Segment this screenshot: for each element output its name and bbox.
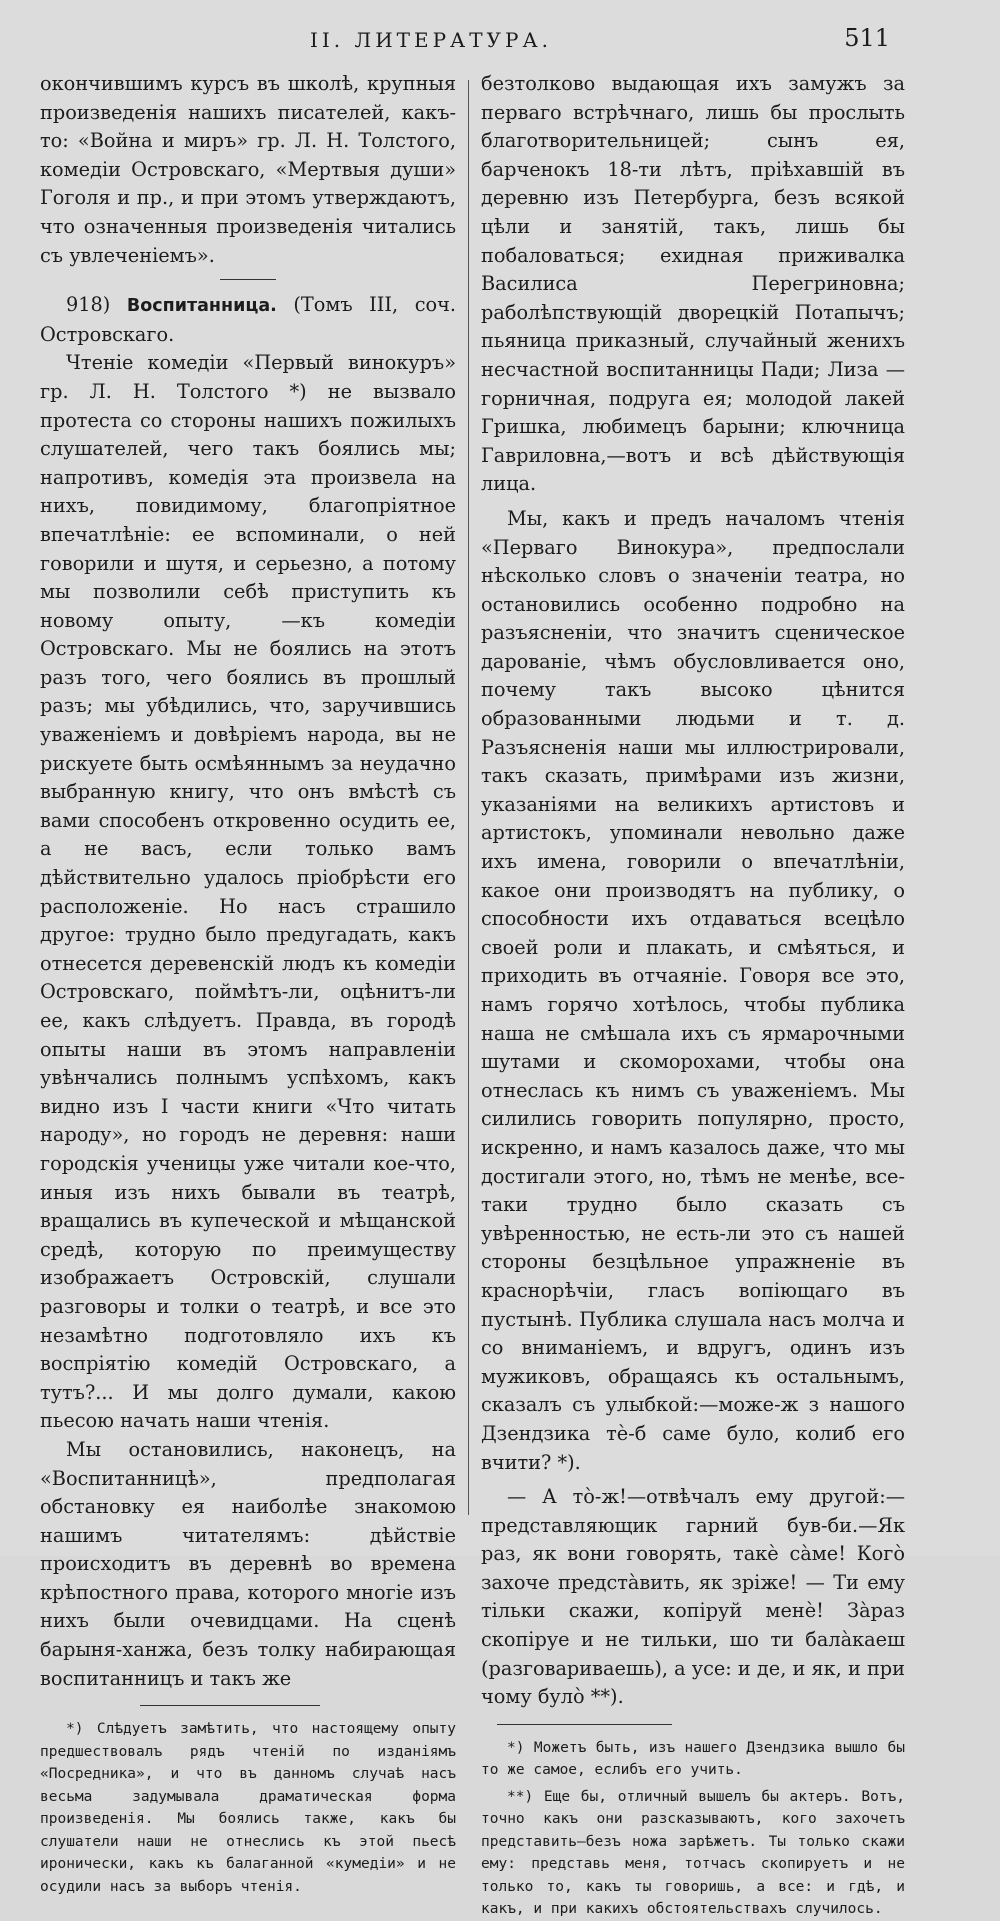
entry-source: (Томъ III, соч. Островскаго. bbox=[40, 293, 456, 346]
entry-heading bbox=[40, 291, 456, 349]
footnote-text: *) Можетъ быть, изъ нашего Дзендзика вышло бы то же самое, еслибъ его учить. bbox=[481, 1739, 905, 1779]
separator-rule bbox=[220, 279, 276, 280]
paragraph: окончившимъ курсъ въ школѣ, крупныя произведенія нашихъ писателей, какъ-то: «Война и миръ» гр. Л. Н. Толстого, комедіи Островскаго, «Мертвыя души» Гоголя и пр., и при этомъ утверждаютъ, что означенныя произведенія читались съ увлеченіемъ». bbox=[40, 72, 456, 267]
paragraph: Мы остановились, наконецъ, на «Воспитанницѣ», предполагая обстановку ея наиболѣе знакомою нашимъ читателямъ: дѣйствіе происходитъ въ деревнѣ во времена крѣпостного права, которого многіе изъ нихъ были очевидцами. На сценѣ барыня-ханжа, безъ толку набирающая воспитанницъ и такъ же bbox=[40, 1437, 456, 1690]
footnote-rule bbox=[140, 1705, 320, 1706]
left-column bbox=[40, 70, 456, 1898]
footnote-rule bbox=[497, 1724, 672, 1725]
footnote-text: **) Еще бы, отличный вышелъ бы актеръ. Вотъ, точно какъ они разсказываютъ, кого захочетъ представить—безъ ножа зарѣжетъ. Ты только скажи ему: представь меня, тотчасъ скопируетъ и не только то, какъ ты говоришь, а все: и гдѣ, и какъ, и при какихъ обстоятельствахъ случилось. bbox=[481, 1788, 905, 1918]
page-header bbox=[250, 22, 890, 58]
running-head: II. ЛИТЕРАТУРА. bbox=[310, 28, 552, 52]
paragraph: Мы, какъ и предъ началомъ чтенія «Перваго Винокура», предпослали нѣсколько словъ о значеніи театра, но остановились особенно подробно на разъясненіи, что значитъ сценическое дарованіе, чѣмъ обусловливается оно, почему такъ высоко цѣнится образованными людьми и т. д. Разъясненія наши мы иллюстрировали, такъ сказать, примѣрами изъ жизни, указаніями на великихъ артистовъ и артистокъ, упоминали невольно даже ихъ имена, говорили о впечатлѣніи, какое они производятъ на публику, о способности ихъ отдаваться всецѣло своей роли и плакать, и смѣяться, и приходить въ отчаяніе. Говоря все это, намъ горячо хотѣлось, чтобы публика наша не смѣшала ихъ съ ярмарочными шутами и скоморохами, чтобы она отнеслась къ нимъ съ уваженіемъ. Мы силились говорить популярно, просто, искренно, и намъ казалось даже, что мы достигали этого, но, тѣмъ не менѣе, все-таки трудно было сказать съ увѣренностью, не есть-ли это съ нашей стороны безцѣльное упражненіе въ краснорѣчіи, гласъ вопіющаго въ пустынѣ. Публика слушала насъ молча и со вниманіемъ, и вдругъ, одинъ изъ мужиковъ, обращаясь къ остальнымъ, сказалъ съ улыбкой:—може-ж з нашого Дзендзика тè-б саме було, колиб его вчити? *). bbox=[481, 506, 905, 1474]
paragraph: — А тò-ж!—отвѣчалъ ему другой:—представляющик гарний був-би.—Як раз, як вони говорять, такè сàме! Когò захоче предстàвить, як зріже! — Ти ему тільки скажи, копіруй менè! Зàраз скопіруе и не тильки, шо ти балàкаеш (разговариваешь), а усе: и де, и як, и при чому булò **). bbox=[481, 1485, 905, 1709]
paragraph: Чтеніе комедіи «Первый винокуръ» гр. Л. Н. Толстого *) не вызвало протеста со стороны нашихъ пожилыхъ слушателей, чего такъ боялись мы; напротивъ, комедія эта произвела на нихъ, повидимому, благопріятное впечатлѣніе: ее вспоминали, о ней говорили и шутя, и серьезно, а потому мы позволили себѣ приступить къ новому опыту, —къ комедіи Островскаго. Мы не боялись на этотъ разъ того, чего боялись въ прошлый разъ; мы убѣдились, что, заручившись уваженіемъ и довѣріемъ народа, вы не рискуете быть осмѣяннымъ за неудачно выбранную книгу, что онъ вмѣстѣ съ вами способенъ откровенно осудить ее, а не васъ, если только вамъ дѣйствительно удалось пріобрѣсти его расположеніе. Но насъ страшило другое: трудно было предугадать, какъ отнесется деревенскій людъ къ комедіи Островскаго, поймѣтъ-ли, оцѣнитъ-ли ее, какъ слѣдуетъ. Правда, въ городѣ опыты наши въ этомъ направленіи увѣнчались полнымъ успѣхомъ, какъ видно изъ I части книги «Что читать народу», но городъ не деревня: наши городскія ученицы уже читали кое-что, иныя изъ нихъ бывали въ театрѣ, вращались въ купеческой и мѣщанской средѣ, которую по преимуществу изображаетъ Островскій, слушали разговоры и толки о театрѣ, и все это незамѣтно подготовляло ихъ къ воспріятію комедій Островскаго, а тутъ?... И мы долго думали, какою пьесою начать наши чтенія. bbox=[40, 351, 456, 1433]
column-divider bbox=[468, 80, 469, 1515]
footnotes bbox=[481, 1737, 905, 1921]
entry-number: 918) bbox=[66, 293, 111, 317]
footnote-text: *) Слѣдуетъ замѣтить, что настоящему опыту предшествовалъ рядъ чтеній по изданіямъ «Посредника», и что въ данномъ случаѣ насъ весьма задумывала драматическая форма произведенія. Мы боялись также, какъ бы слушатели наши не отнеслись къ этой пьесѣ иронически, какъ къ балаганной «кумедіи» и не осудили насъ за выборъ чтенія. bbox=[40, 1721, 456, 1895]
footnote bbox=[40, 1718, 456, 1898]
page-number: 511 bbox=[844, 24, 890, 52]
right-column bbox=[481, 70, 905, 1921]
paragraph: безтолково выдающая ихъ замужъ за перваго встрѣчнаго, лишь бы прослыть благотворительницей; сынъ ея, барченокъ 18-ти лѣтъ, пріѣхавшій въ деревню изъ Петербурга, безъ всякой цѣли и занятій, такъ, лишь бы побаловаться; ехидная приживалка Василиса Перегриновна; раболѣпствующій дворецкій Потапычъ; пьяница приказный, случайный женихъ несчастной воспитанницы Пади; Лиза —горничная, подруга ея; молодой лакей Гришка, любимецъ барыни; ключница Гавриловна,—вотъ и всѣ дѣйствующія лица. bbox=[481, 72, 905, 496]
entry-title: Воспитанница. bbox=[126, 296, 277, 317]
